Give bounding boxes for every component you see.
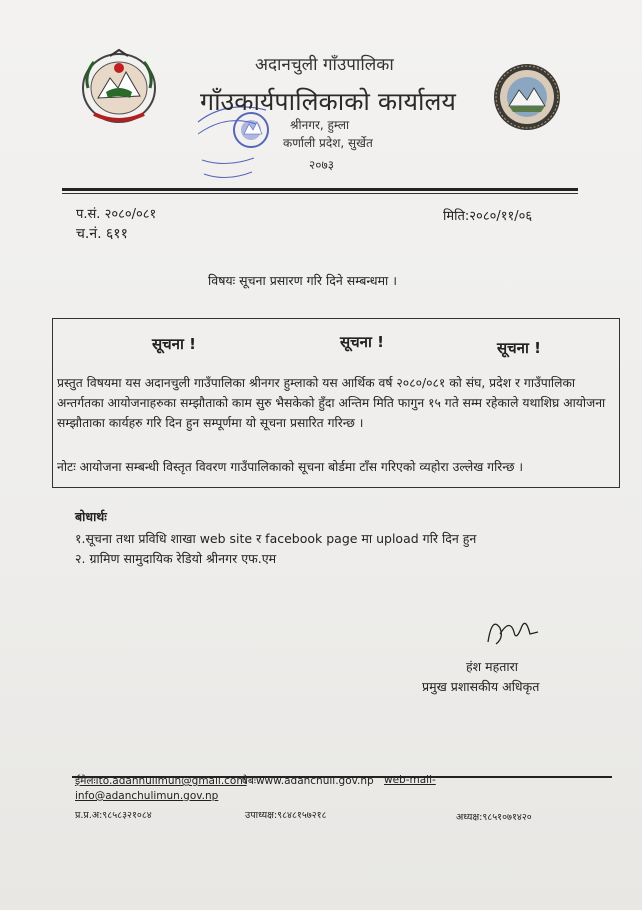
bodhartha-label: बोधार्थः <box>75 509 107 524</box>
notice-body: प्रस्तुत विषयमा यस अदानचुली गाउँपालिका श्रीनगर हुम्लाको यस आर्थिक वर्ष २०८०/०८१ को संघ, प्रदेश र गाउँपालिका अन्तर्गतका आयोजनाहरुका सम्झौताको काम सुरु भैसकेको हुँदा अन्तिम मिति फागुन १५ गते सम्म रहेकाले यथाशिघ्र आयोजना सम्झौताका कार्यहरु गरि दिन हुन सम्पूर्णमा यो सूचना प्रसारित गरिन्छ । <box>57 376 606 430</box>
dispatch-number: च.नं. ६११ <box>76 226 128 242</box>
header-divider-thick <box>62 188 578 191</box>
footer-phone-vice-chair: उपाध्यक्ष:९८४८१५७२१८ <box>245 810 327 821</box>
letter-subject: विषयः सूचना प्रसारण गरि दिने सम्बन्धमा । <box>208 273 397 288</box>
footer-webmail-link[interactable]: web-mail- <box>384 774 436 786</box>
footer-info-email-link[interactable]: info@adanchulimun.gov.np <box>75 790 219 802</box>
nepal-emblem-icon <box>80 48 158 126</box>
notice-note: नोटः आयोजना सम्बन्धी विस्तृत विवरण गाउँपालिकाको सूचना बोर्डमा टाँस गरिएको व्यहोरा उल्लेख गरिन्छ । <box>57 460 524 474</box>
letter-date: मिति:२०८०/११/०६ <box>443 209 533 224</box>
footer-phone-cao: प्र.प्र.अ:९८५८३२१०८४ <box>75 810 152 821</box>
municipality-seal-icon <box>492 62 562 132</box>
signatory-name: हंश महतारा <box>466 659 518 674</box>
bodhartha-item: २. ग्रामिण सामुदायिक रेडियो श्रीनगर एफ.एम <box>75 551 277 566</box>
signature-icon <box>482 612 542 652</box>
office-established-year: २०७३ <box>309 158 334 172</box>
notice-heading-1: सूचना ! <box>152 335 196 353</box>
office-name: अदानचुली गाँउपालिका <box>255 55 394 75</box>
notice-heading-3: सूचना ! <box>497 339 541 357</box>
office-main-title: गाँउकार्यपालिकाको कार्यालय <box>200 87 456 116</box>
office-province: कर्णाली प्रदेश, सुर्खेत <box>283 136 373 150</box>
header-divider-thin <box>62 193 578 194</box>
notice-heading-2: सूचना ! <box>340 333 384 351</box>
signatory-title: प्रमुख प्रशासकीय अधिकृत <box>422 679 540 694</box>
footer-phone-chair: अध्यक्ष:९८५१०७१४२० <box>456 812 532 823</box>
reference-number: प.सं. २०८०/०८१ <box>76 207 157 222</box>
footer-email-link[interactable]: ईमेलःito.adanhulimun@gmail.com <box>75 775 247 787</box>
office-address: श्रीनगर, हुम्ला <box>290 118 350 132</box>
bodhartha-item: १.सूचना तथा प्रविधि शाखा web site र facebook page मा upload गरि दिन हुन <box>75 531 477 546</box>
footer-website-link[interactable]: वेबःwww.adanchuli.gov.np <box>242 775 374 787</box>
